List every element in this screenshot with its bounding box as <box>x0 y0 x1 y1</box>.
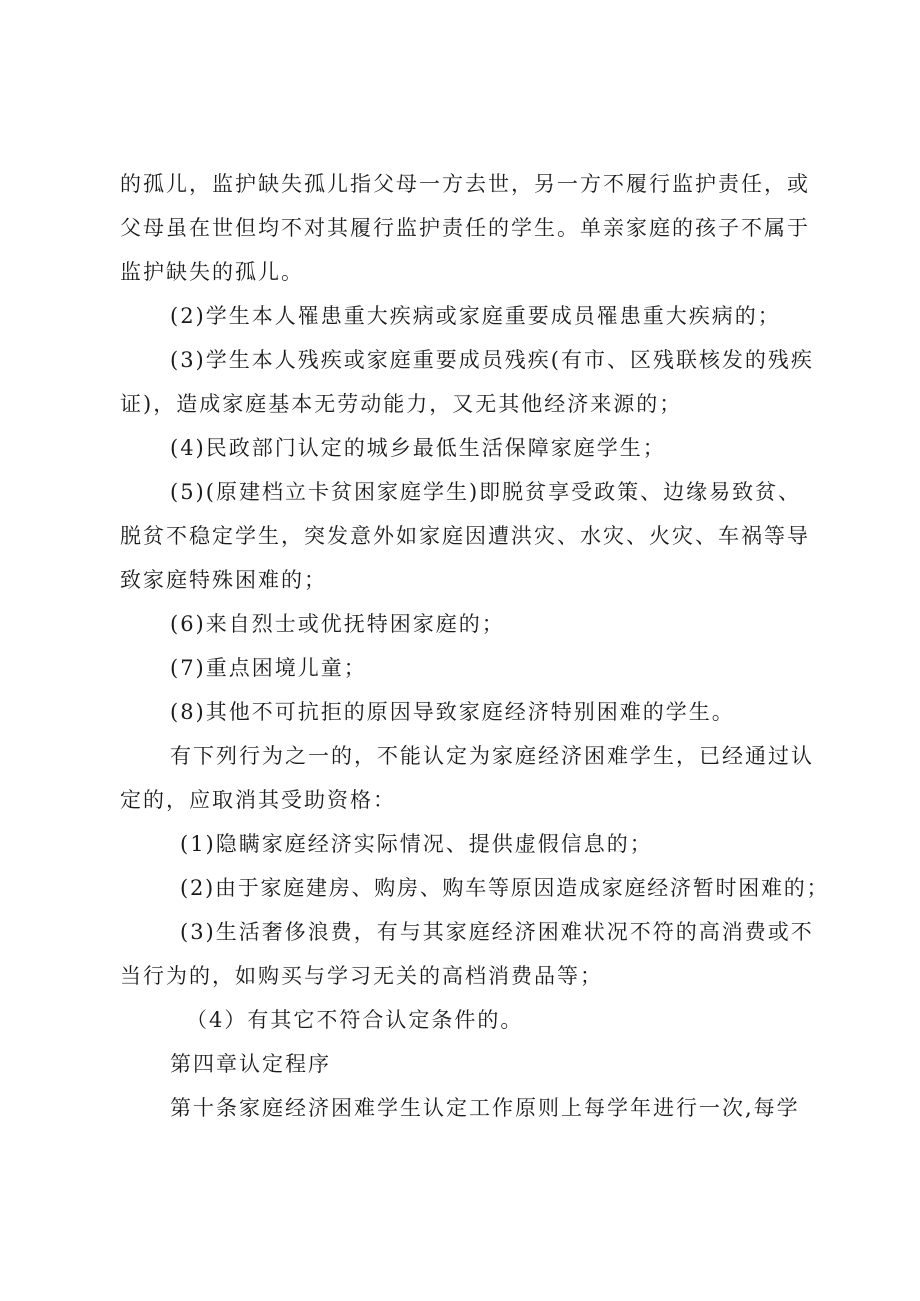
text-line: 当行为的，如购买与学习无关的高档消费品等； <box>120 964 603 988</box>
text-line: （4）有其它不符合认定条件的。 <box>186 1008 524 1032</box>
text-line: 证)，造成家庭基本无劳动能力，又无其他经济来源的； <box>120 392 683 416</box>
text-line: (2)学生本人罹患重大疾病或家庭重要成员罹患重大疾病的； <box>170 304 781 328</box>
text-line: 有下列行为之一的，不能认定为家庭经济困难学生，已经通过认 <box>170 744 814 768</box>
text-line: (8)其他不可抗拒的原因导致家庭经济特别困难的学生。 <box>170 700 735 724</box>
text-line: 脱贫不稳定学生，突发意外如家庭因遭洪灾、水灾、火灾、车祸等导 <box>120 524 810 548</box>
text-line: (5)(原建档立卡贫困家庭学生)即脱贫享受政策、边缘易致贫、 <box>170 480 802 504</box>
text-line: 父母虽在世但均不对其履行监护责任的学生。单亲家庭的孩子不属于 <box>120 216 810 240</box>
text-line: (1)隐瞒家庭经济实际情况、提供虚假信息的； <box>180 832 653 856</box>
text-line: (7)重点困境儿童； <box>170 656 367 680</box>
text-line: 第十条家庭经济困难学生认定工作原则上每学年进行一次,每学 <box>170 1096 800 1120</box>
text-line: 监护缺失的孤儿。 <box>120 260 304 284</box>
text-line: (6)来自烈士或优抚特困家庭的； <box>170 612 505 636</box>
text-line: 定的，应取消其受助资格： <box>120 788 396 812</box>
text-line: (3)生活奢侈浪费，有与其家庭经济困难状况不符的高消费或不 <box>180 920 814 944</box>
text-line: 的孤儿，监护缺失孤儿指父母一方去世，另一方不履行监护责任，或 <box>120 172 810 196</box>
text-line: (2)由于家庭建房、购房、购车等原因造成家庭经济暂时困难的； <box>180 876 830 900</box>
text-line: (3)学生本人残疾或家庭重要成员残疾(有市、区残联核发的残疾 <box>170 348 814 372</box>
text-line: (4)民政部门认定的城乡最低生活保障家庭学生； <box>170 436 666 460</box>
text-line: 致家庭特殊困难的； <box>120 568 327 592</box>
section-heading: 第四章认定程序 <box>170 1052 331 1076</box>
